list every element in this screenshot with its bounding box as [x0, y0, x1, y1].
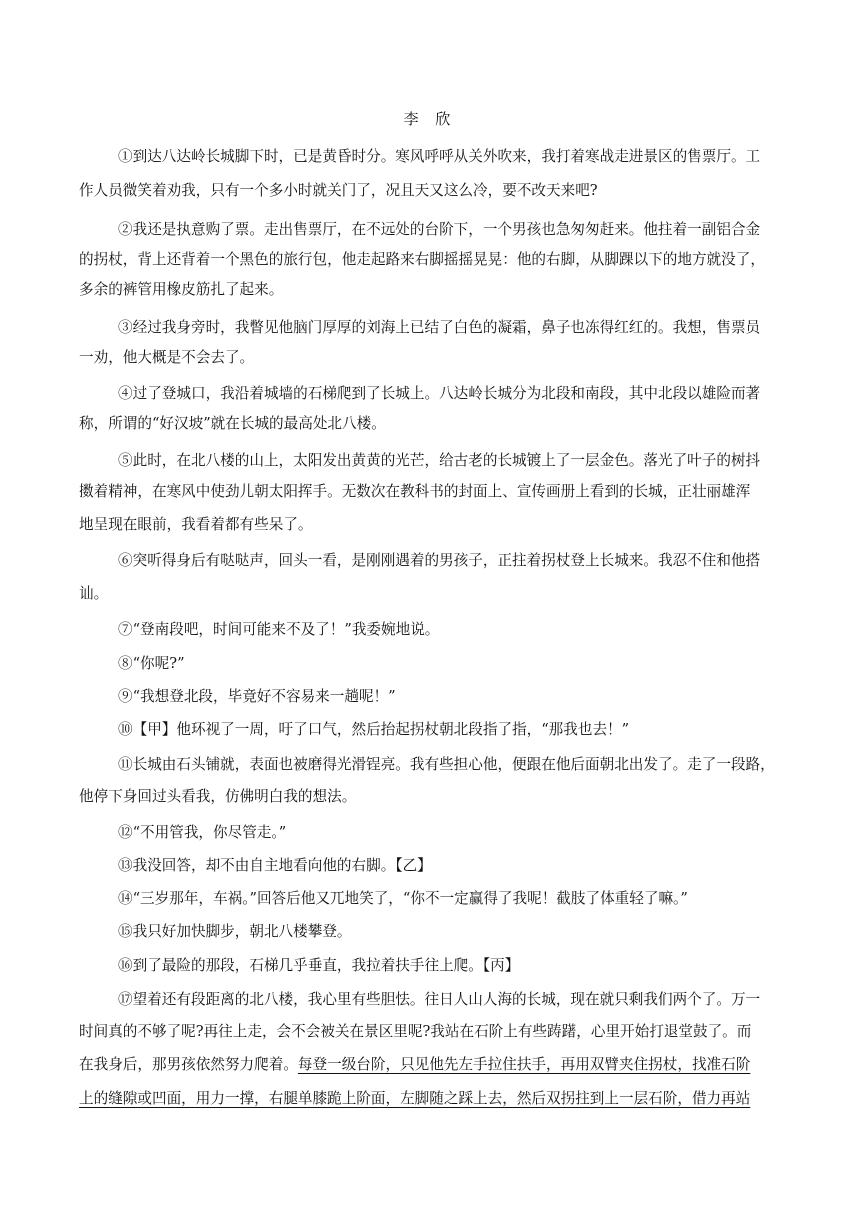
paragraph-line: ⑨“我想登北段，毕竟好不容易来一趟呢！” — [118, 688, 396, 705]
paragraph-line: 讪。 — [79, 585, 109, 602]
paragraph-line: ⑦“登南段吧，时间可能来不及了！”我委婉地说。 — [118, 621, 440, 638]
paragraph-line — [79, 1089, 783, 1109]
paragraph-line: ⑩【甲】他环视了一周，吁了口气，然后抬起拐杖朝北段指了指，“那我也去！” — [118, 721, 630, 738]
paragraph-line: ⑭“三岁那年，车祸。”回答后他又兀地笑了，“你不一定赢得了我呢！截肢了体重轻了嘛。” — [118, 890, 688, 907]
paragraph-line: 一劝，他大概是不会去了。 — [79, 349, 255, 366]
paragraph-line: ⑮我只好加快脚步，朝北八楼攀登。 — [118, 923, 352, 940]
paragraph-line: ③经过我身旁时，我瞥见他脑门厚厚的刘海上已结了白色的凝霜，鼻子也冻得红红的。我想，售票员 — [118, 319, 761, 336]
paragraph-line: ①到达八达岭长城脚下时，已是黄昏时分。寒风呼呼从关外吹来，我打着寒战走进景区的售票厅。工 — [118, 148, 761, 165]
paragraph-line: 称，所谓的“好汉坡”就在长城的最高处北八楼。 — [79, 415, 386, 432]
underlined-passage: 上的缝隙或凹面，用力一撑，右腿单膝跪上阶面，左脚随之踩上去，然后双拐拄到上一层石阶，借力再站 — [79, 1090, 751, 1107]
author-name: 李 欣 — [403, 110, 457, 128]
paragraph-line: 时间真的不够了呢?再往上走，会不会被关在景区里呢?我站在石阶上有些踌躇，心里开始打退堂鼓了。而 — [79, 1023, 752, 1040]
paragraph-line: 擞着精神，在寒风中使劲儿朝太阳挥手。无数次在教科书的封面上、宣传画册上看到的长城，正壮丽雄浑 — [79, 483, 751, 500]
paragraph-line: ⑯到了最险的那段，石梯几乎垂直，我拉着扶手往上爬。【丙】 — [118, 957, 520, 974]
paragraph-line: ②我还是执意购了票。走出售票厅，在不远处的台阶下，一个男孩也急匆匆赶来。他拄着一副铝合金 — [118, 221, 761, 238]
underlined-passage: 每登一级台阶，只见他先左手拉住扶手，再用双臂夹住拐杖，找准石阶 — [297, 1056, 751, 1073]
paragraph-line: ④过了登城口，我沿着城墙的石梯爬到了长城上。八达岭长城分为北段和南段，其中北段以雄险而著 — [118, 385, 761, 402]
paragraph-line: ⑫“不用管我，你尽管走。” — [118, 824, 287, 841]
paragraph-line: ⑤此时，在北八楼的山上，太阳发出黄黄的光芒，给古老的长城镀上了一层金色。落光了叶子的树抖 — [118, 452, 761, 469]
paragraph-line: 他停下身回过头看我，仿佛明白我的想法。 — [79, 788, 357, 805]
paragraph-line: 的拐杖，背上还背着一个黑色的旅行包，他走起路来右脚摇摇晃晃：他的右脚，从脚踝以下的地方就没了， — [79, 251, 765, 268]
paragraph-line: 在我身后，那男孩依然努力爬着。每登一级台阶，只见他先左手拉住扶手，再用双臂夹住拐杖，找准石阶 — [79, 1056, 751, 1073]
paragraph-line: ⑥突听得身后有哒哒声，回头一看，是刚刚遇着的男孩子，正拄着拐杖登上长城来。我忍不住和他搭 — [118, 552, 761, 569]
paragraph-line: ⑧“你呢?” — [118, 655, 185, 672]
paragraph-line: ⑰望着还有段距离的北八楼，我心里有些胆怯。往日人山人海的长城，现在就只剩我们两个了。万一 — [118, 991, 761, 1008]
paragraph-line: ⑪长城由石头铺就，表面也被磨得光滑锃亮。我有些担心他，便跟在他后面朝北出发了。走了一段路， — [118, 756, 775, 773]
paragraph-line: ⑬我没回答，却不由自主地看向他的右脚。【乙】 — [118, 857, 432, 874]
paragraph-line: 地呈现在眼前，我看着都有些呆了。 — [79, 516, 313, 533]
paragraph-line: 多余的裤管用橡皮筋扎了起来。 — [79, 281, 284, 298]
paragraph-line: 作人员微笑着劝我，只有一个多小时就关门了，况且天又这么冷，要不改天来吧? — [79, 182, 598, 199]
